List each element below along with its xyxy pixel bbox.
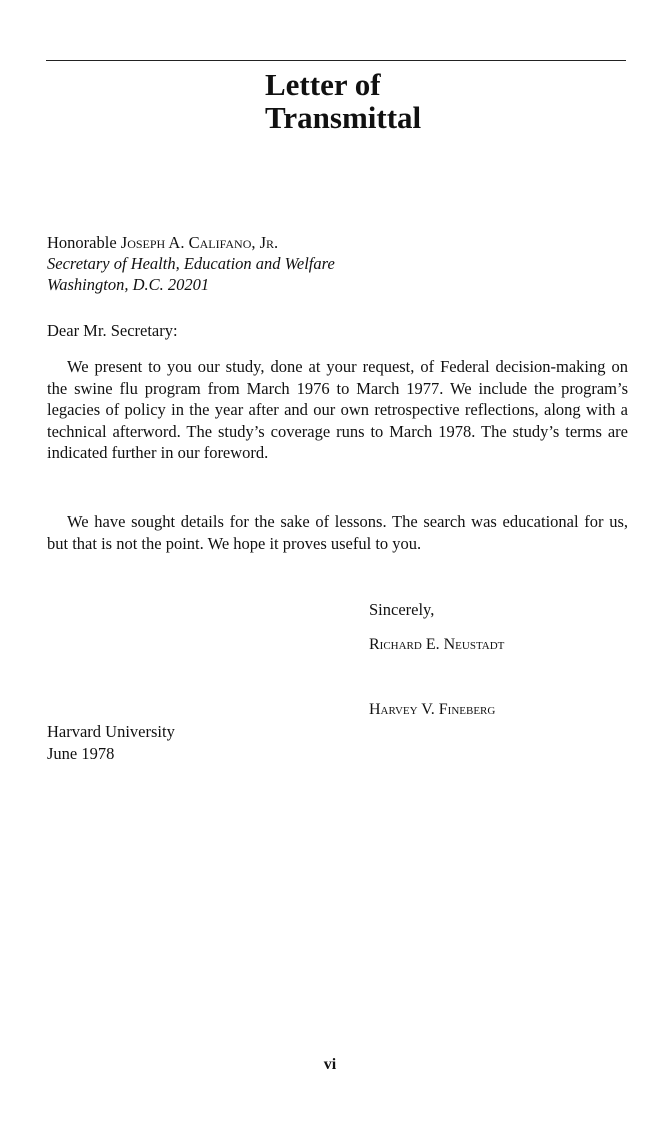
- page-title: [265, 68, 421, 134]
- title-line-1: Letter of: [265, 67, 381, 102]
- signatory-1: Richard E. Neustadt: [369, 636, 505, 653]
- page-number: vi: [323, 1056, 337, 1073]
- body-paragraph-2: We have sought details for the sake of lessons. The search was educational for us, but that is not the point. We hope it proves useful to you.: [47, 512, 628, 553]
- institution: Harvard University: [47, 722, 175, 741]
- addressee-line-1: [47, 232, 335, 253]
- top-rule: [46, 60, 626, 61]
- addressee-name: Joseph A. Califano, Jr.: [120, 233, 279, 252]
- signatory-2: Harvey V. Fineberg: [369, 701, 496, 718]
- addressee-location: Washington, D.C. 20201: [47, 275, 210, 294]
- body-paragraph-1: We present to you our study, done at your request, of Federal decision-making on the swine flu program from March 1976 to March 1977. We include the program’s legacies of policy in the year after and our own retrospective reflections, along with a technical afterword. The study’s coverage runs to March 1978. The study’s terms are indicated further in our foreword.: [47, 357, 628, 462]
- title-line-2: Transmittal: [265, 100, 422, 135]
- place-date-block: [47, 721, 175, 764]
- addressee-position: Secretary of Health, Education and Welfare: [47, 254, 335, 273]
- letter-date: June 1978: [47, 743, 115, 763]
- salutation: Dear Mr. Secretary:: [47, 321, 178, 340]
- addressee-honorific: Honorable: [47, 233, 117, 252]
- addressee-block: [47, 232, 335, 295]
- valediction: Sincerely,: [369, 600, 435, 619]
